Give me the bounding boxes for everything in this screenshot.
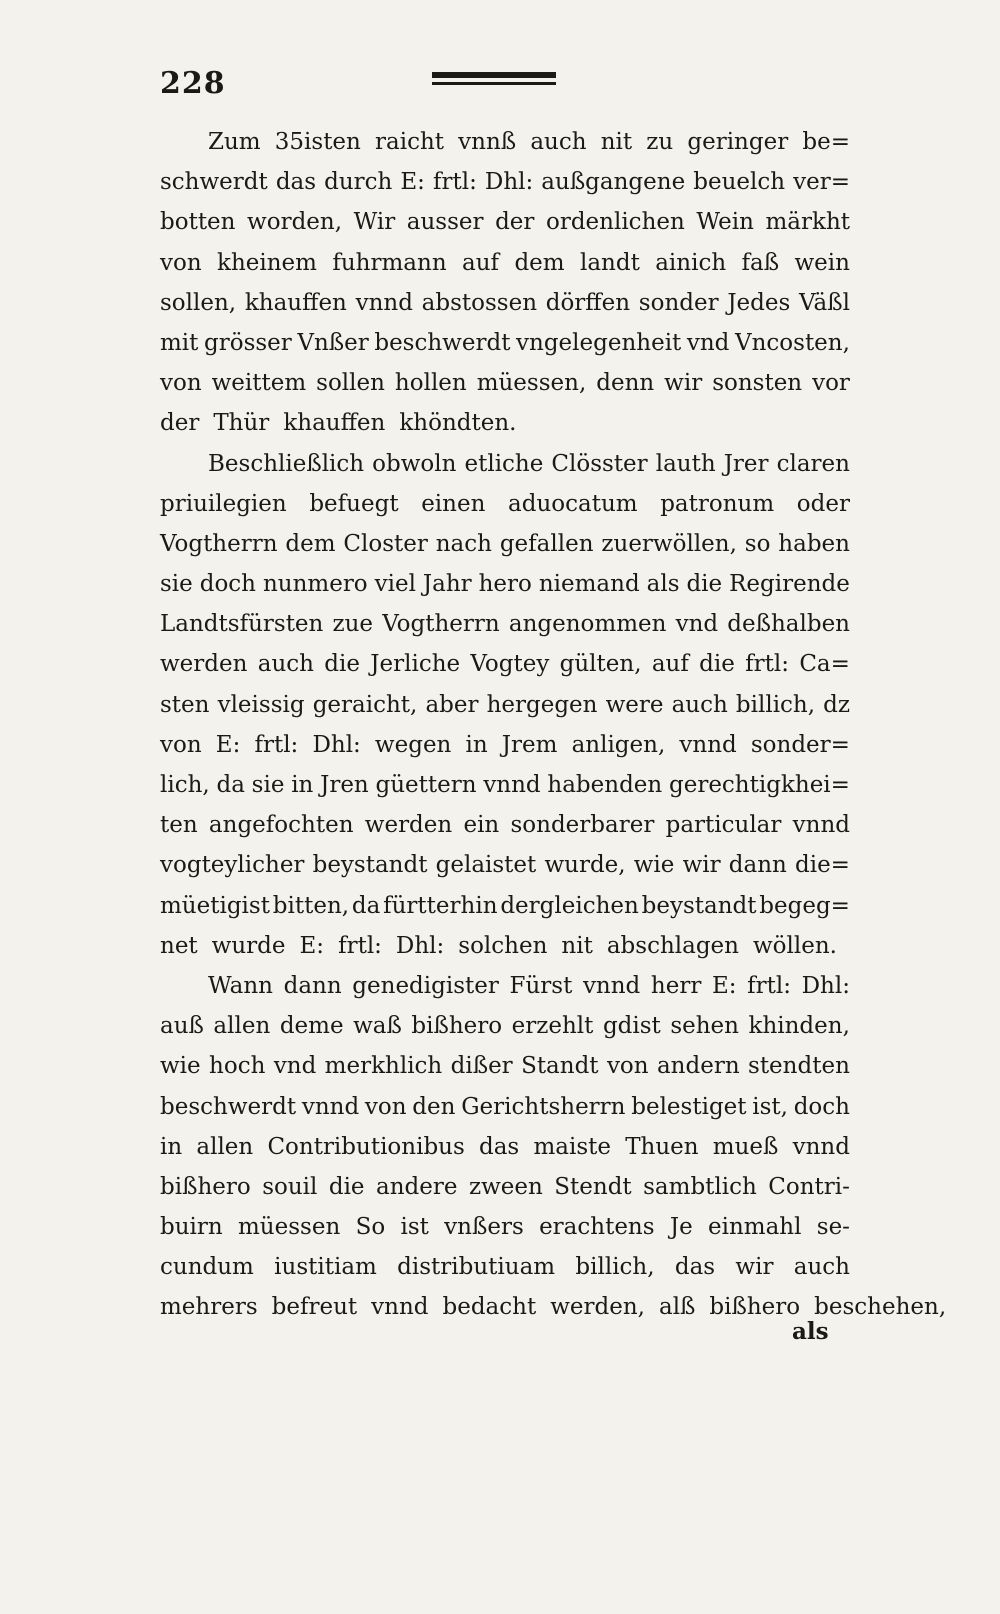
text-line: priuilegien befuegt einen aduocatum patronum oder [160,490,850,517]
text-line: Landtsfürsten zue Vogtherrn angenommen vnd deßhalben [160,611,850,638]
text-line: ten angefochten werden ein sonderbarer particular vnnd [160,812,850,839]
ornamental-rule [432,72,556,78]
page-header [160,66,860,106]
text-line: wie hoch vnd merkhlich dißer Standt von andern stendten [160,1053,850,1080]
text-line: in allen Contributionibus das maiste Thuen mueß vnnd [160,1133,850,1160]
ornamental-rule-thin [432,82,556,85]
text-line: Beschließlich obwoln etliche Clösster lauth Jrer claren [208,450,850,477]
text-line: cundum iustitiam distributiuam billich, das wir auch [160,1254,850,1281]
text-line: sollen, khauffen vnnd abstossen dörffen sonder Jedes Väßl [160,289,850,316]
text-line: vogteylicher beystandt gelaistet wurde, wie wir dann die= [160,852,850,879]
text-line: von kheinem fuhrmann auf dem landt ainich faß wein [160,249,850,276]
text-line: sie doch nunmero viel Jahr hero niemand als die Regirende [160,571,850,598]
text-line: Zum 35isten raicht vnnß auch nit zu geringer be= [208,129,850,155]
text-line: müetigist bitten, da fürtterhin dergleichen beystandt begeg= [160,892,850,919]
text-line: mit grösser Vnßer beschwerdt vngelegenheit vnd Vncosten, [160,329,850,356]
text-line: beschwerdt vnnd von den Gerichtsherrn belestiget ist, doch [160,1093,850,1120]
text-line: auß allen deme waß bißhero erzehlt gdist sehen khinden, [160,1013,850,1040]
text-line: von E: frtl: Dhl: wegen in Jrem anligen, vnnd sonder= [160,731,850,758]
catchword: als [792,1318,829,1345]
text-body [160,122,947,1328]
text-line: net wurde E: frtl: Dhl: solchen nit abschlagen wöllen. [160,932,837,959]
text-line: von weittem sollen hollen müessen, denn wir sonsten vor [160,370,850,397]
text-line: lich, da sie in Jren güettern vnnd habenden gerechtigkhei= [160,772,850,798]
text-line: mehrers befreut vnnd bedacht werden, alß bißhero beschehen, [160,1294,947,1321]
text-line: schwerdt das durch E: frtl: Dhl: außgangene beuelch ver= [160,169,850,196]
text-line: buirn müessen So ist vnßers erachtens Je einmahl se- [160,1214,850,1241]
text-line: Wann dann genedigister Fürst vnnd herr E: frtl: Dhl: [208,972,850,999]
text-line: bißhero souil die andere zween Stendt sambtlich Contri- [160,1173,850,1200]
page-number: 228 [160,66,226,101]
text-line: sten vleissig geraicht, aber hergegen were auch billich, dz [160,691,850,718]
text-line: werden auch die Jerliche Vogtey gülten, auf die frtl: Ca= [160,651,850,678]
text-line: botten worden, Wir ausser der ordenlichen Wein märkht [160,209,850,236]
text-line: der Thür khauffen khöndten. [160,410,517,437]
text-line: Vogtherrn dem Closter nach gefallen zuerwöllen, so haben [160,530,850,557]
